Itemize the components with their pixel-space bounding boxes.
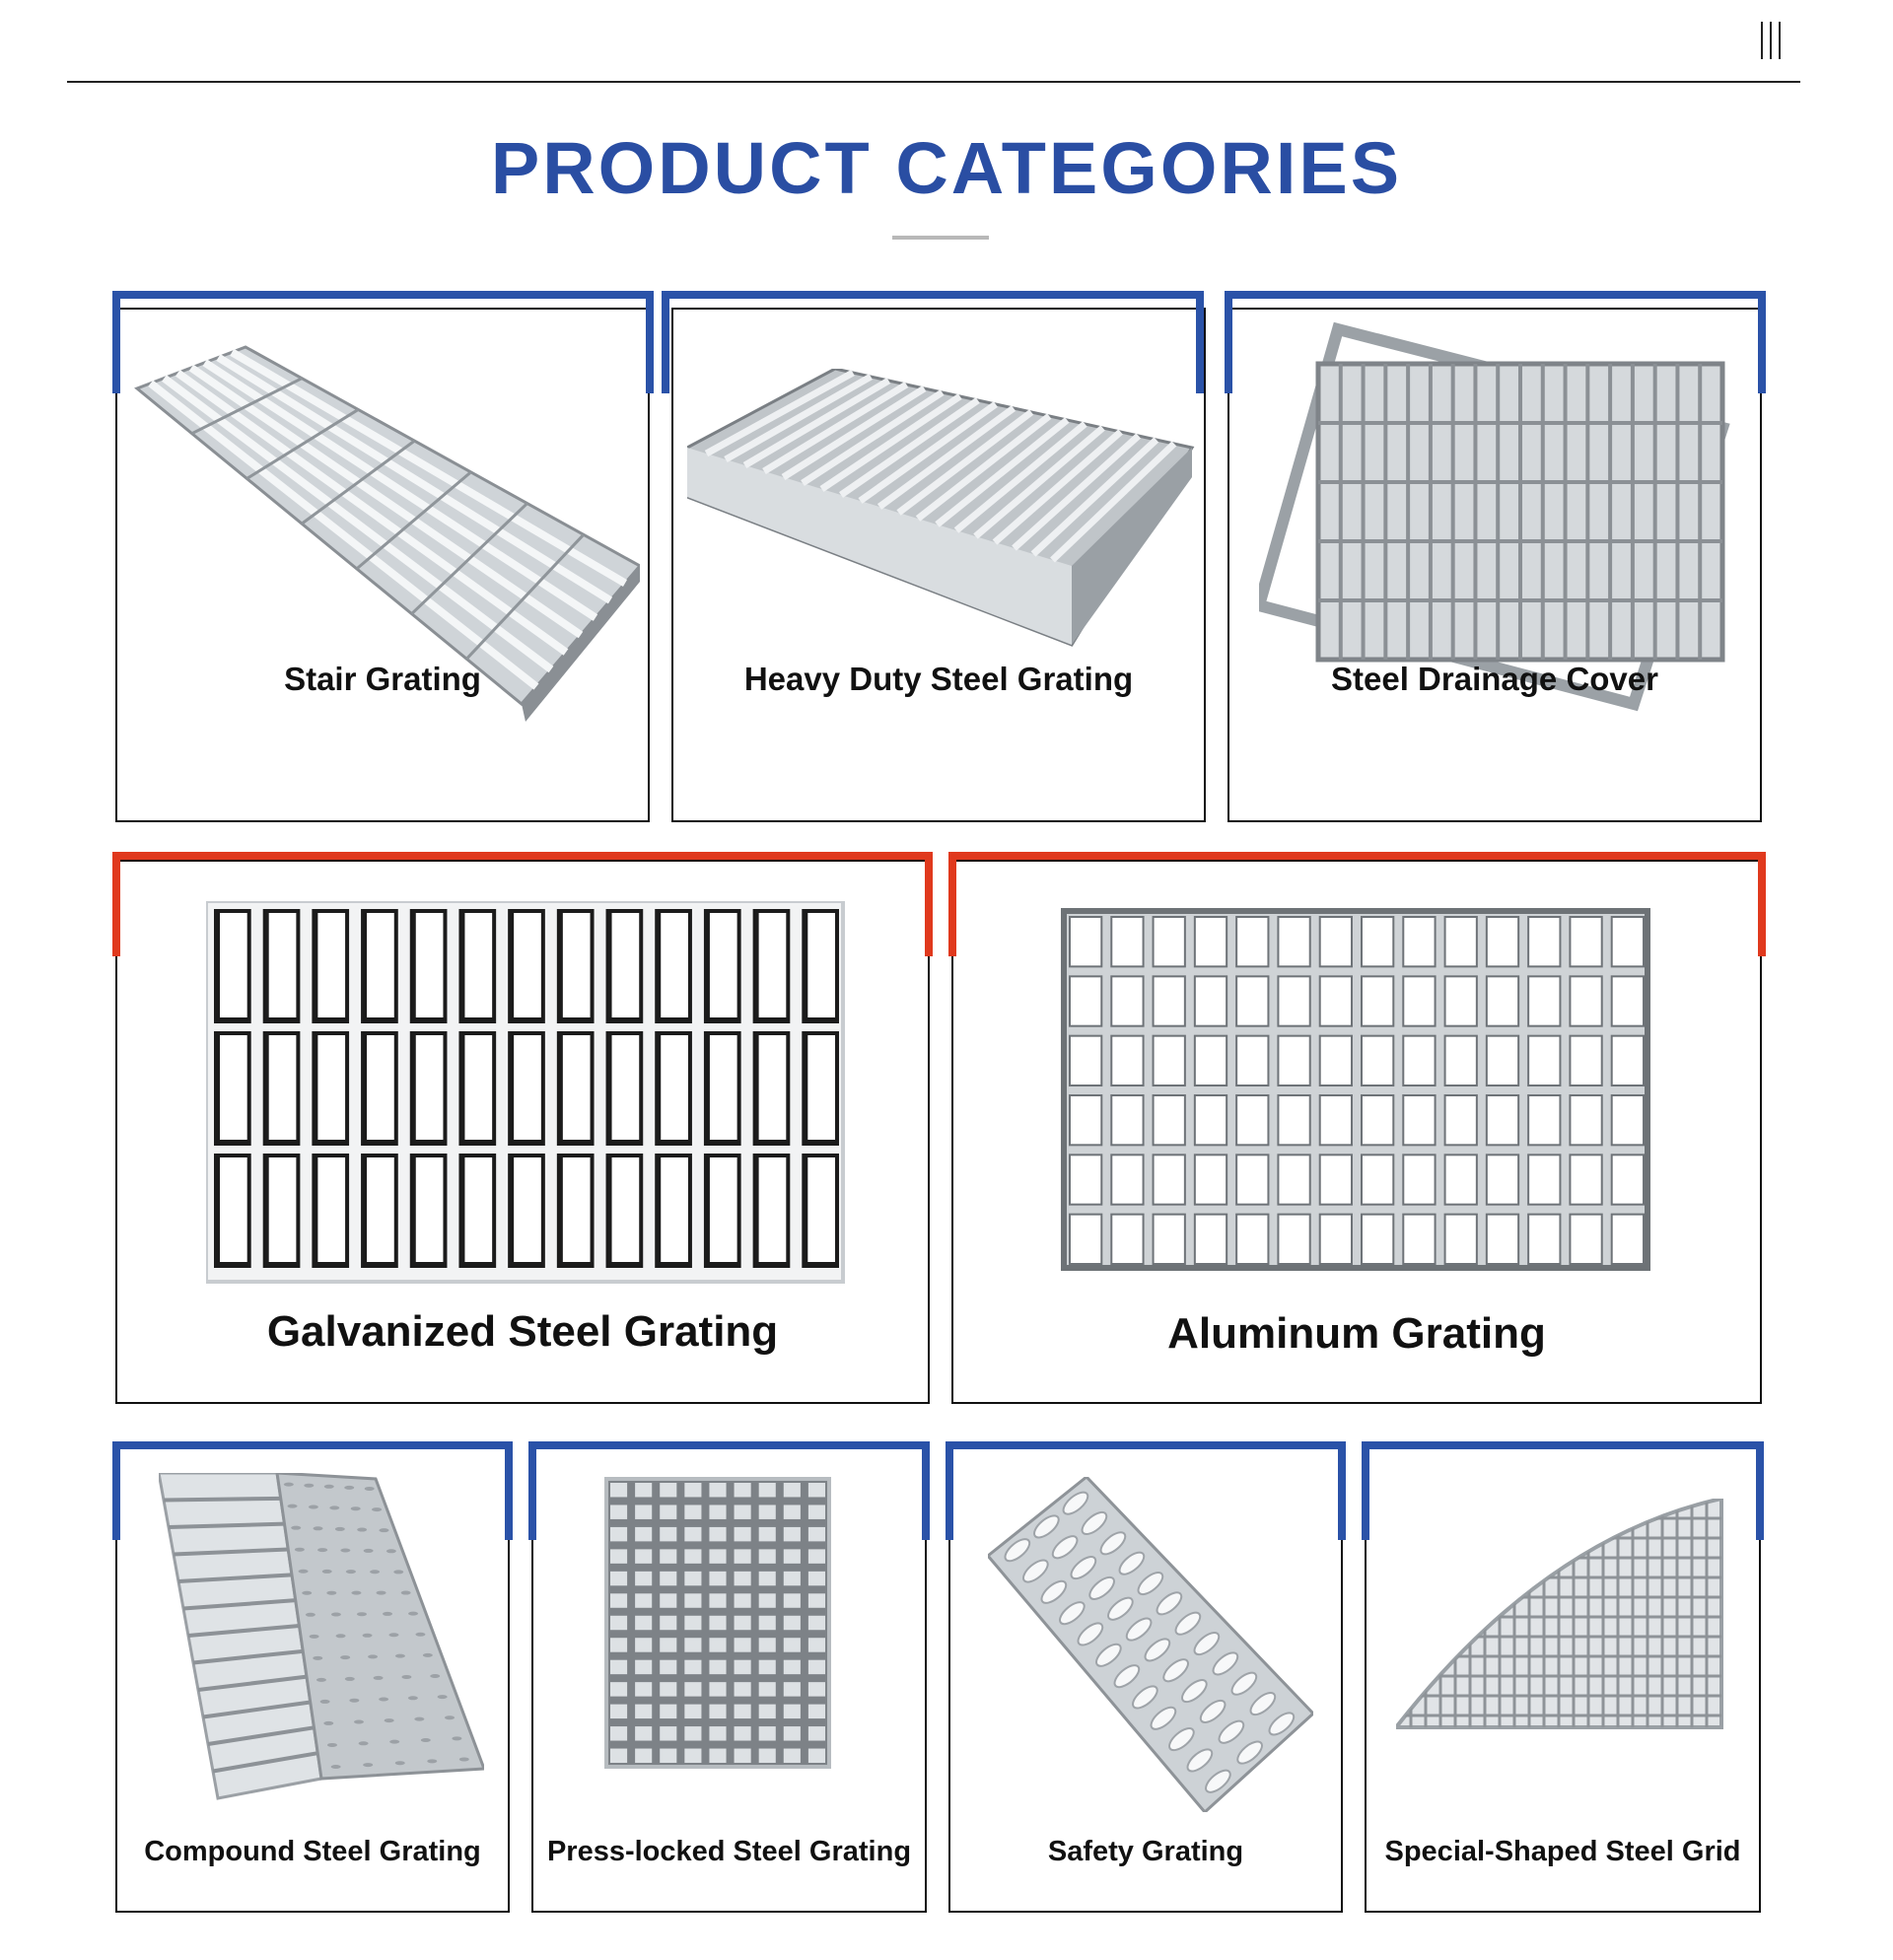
- card-accent-bracket: [112, 291, 654, 393]
- card-accent-bracket: [946, 1441, 1346, 1540]
- title-underline: [892, 236, 989, 240]
- galvanized-grating-image: [206, 901, 847, 1286]
- card-accent-bracket: [1225, 291, 1766, 393]
- product-label: Press-locked Steel Grating: [546, 1836, 912, 1867]
- menu-lines-icon[interactable]: [1759, 22, 1783, 59]
- product-label: Heavy Duty Steel Grating: [743, 661, 1134, 697]
- header-divider: [67, 81, 1800, 83]
- card-accent-bracket: [528, 1441, 930, 1540]
- special-shaped-grid-image: [1396, 1499, 1741, 1794]
- product-label: Galvanized Steel Grating: [266, 1307, 779, 1356]
- card-accent-bracket: [662, 291, 1204, 393]
- card-accent-bracket: [948, 852, 1766, 956]
- product-label: Special-Shaped Steel Grid: [1384, 1836, 1741, 1867]
- product-label: Safety Grating: [1047, 1836, 1244, 1867]
- product-label: Aluminum Grating: [1167, 1309, 1546, 1358]
- product-label: Steel Drainage Cover: [1331, 661, 1658, 697]
- card-accent-bracket: [112, 1441, 513, 1540]
- card-accent-bracket: [112, 852, 933, 956]
- heavy-duty-grating-image: [687, 369, 1200, 665]
- aluminum-grating-image: [1060, 907, 1651, 1272]
- product-label: Stair Grating: [284, 661, 481, 697]
- card-accent-bracket: [1362, 1441, 1764, 1540]
- product-label: Compound Steel Grating: [144, 1836, 481, 1867]
- page-title: PRODUCT CATEGORIES: [490, 127, 1403, 209]
